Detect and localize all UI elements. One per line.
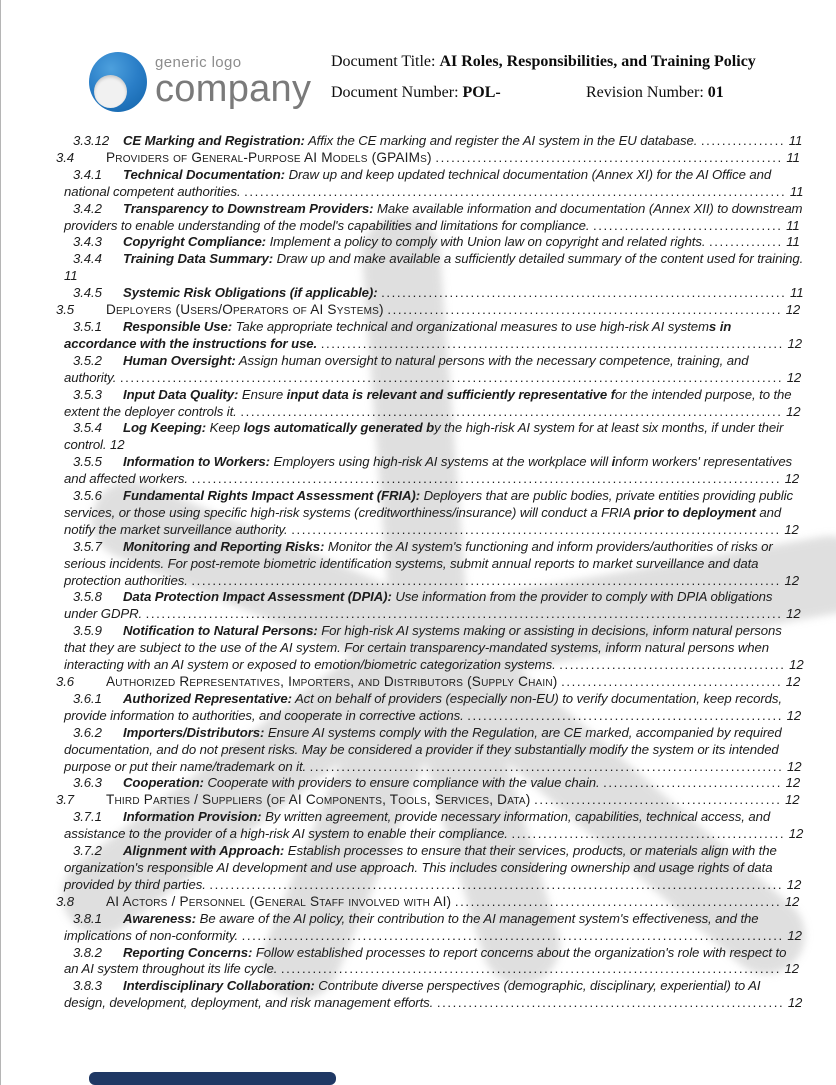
toc-entry-description: Act on behalf of providers (especially non-EU) to verify documentation, keep records, provide information to authorities, and cooperate in corrective actions. <box>64 690 782 723</box>
dot-leader: ............................................................................................................. <box>209 876 784 892</box>
toc-entry[interactable] <box>56 911 804 945</box>
revision-number-group <box>586 84 724 102</box>
document-title-row <box>331 53 821 71</box>
document-title-value: AI Roles, Responsibilities, and Training Policy <box>439 53 756 70</box>
revision-number-label: Revision Number: <box>586 84 708 101</box>
page-number: 12 <box>784 471 800 487</box>
page-number: 12 <box>784 961 800 977</box>
toc-entry-title: Systemic Risk Obligations (if applicable): <box>123 285 378 301</box>
toc-entry-title: Data Protection Impact Assessment (DPIA): <box>123 589 392 605</box>
dot-leader: .......................................................................................... <box>309 758 784 774</box>
toc-entry-number: 3.4.5 <box>73 285 102 301</box>
toc-entry-description: Follow established processes to report concerns about the organization's role with respect to an AI system throughout its life cycle. <box>64 944 787 977</box>
page-number: 11 <box>786 217 800 233</box>
dot-leader: .................................... <box>593 217 783 233</box>
toc-entry-title: Copyright Compliance: <box>123 234 266 250</box>
toc-entry-description: Cooperate with providers to ensure compliance with the value chain. <box>207 775 600 791</box>
dot-leader: ........................................................................... <box>387 302 783 318</box>
toc-entry-description: Use information from the provider to comply with DPIA obligations under GDPR. <box>64 589 773 622</box>
toc-entry-number: 3.6.3 <box>73 775 102 791</box>
toc-entry-description: Deployers that are public bodies, private entities providing public services, or those using specific high-risk systems (creditworthiness/insurance) will conduct a FRIA <box>64 488 793 520</box>
toc-entry-title: Importers/Distributors: <box>123 724 265 740</box>
toc-entry-title: Training Data Summary: <box>123 251 273 267</box>
toc-entry-number: 3.7 <box>56 792 75 808</box>
toc-entry-description: Assign human oversight to natural persons with the necessary competence, training, and authority. <box>64 352 749 385</box>
page-number: 11 <box>789 285 804 301</box>
toc-entry-number: 3.4.1 <box>73 166 102 182</box>
toc-entry-number: 3.5.3 <box>73 386 102 402</box>
page-number: 12 <box>786 606 801 622</box>
toc-section-title: Third Parties / Suppliers (of AI Components, Tools, Services, Data) <box>106 792 531 808</box>
dot-leader: ............................................................................................. <box>291 521 781 537</box>
toc-entry[interactable] <box>56 589 804 623</box>
toc-entry-description: Monitor the AI system's functioning and inform providers/authorities of risks or serious incidents. For post-remote biometric identification systems, submit annual reports to market surveillance and data protection authorities. <box>64 538 773 588</box>
toc-entry[interactable] <box>56 150 804 167</box>
toc-entry-title: CE Marking and Registration: <box>123 133 305 148</box>
dot-leader: ................ <box>700 133 786 148</box>
toc-entry-number: 3.5.1 <box>73 318 102 334</box>
logo-company-name: company <box>155 68 312 110</box>
dot-leader: ........................................... <box>559 657 786 673</box>
toc-entry[interactable] <box>56 302 804 319</box>
toc-entry[interactable] <box>56 775 804 792</box>
toc-entry-description: Contribute diverse perspectives (demographic, disciplinary, experiential) to AI design, development, deployment, and risk management efforts. <box>64 978 761 1011</box>
toc-entry-description: nform workers' representatives and affected workers. <box>64 454 793 487</box>
toc-entry[interactable] <box>56 945 804 979</box>
toc-section-title: Providers of General-Purpose AI Models (GPAIMs) <box>106 149 432 165</box>
toc-entry-number: 3.7.1 <box>73 809 102 825</box>
toc-entry-description: Employers using high-risk AI systems at the workplace will <box>273 454 612 470</box>
toc-entry-number: 3.5.5 <box>73 454 102 470</box>
dot-leader: .................................................................. <box>436 995 785 1011</box>
toc-entry[interactable] <box>56 539 804 590</box>
company-logo <box>89 50 329 114</box>
page-number: 12 <box>787 758 802 774</box>
page-number: 12 <box>787 995 803 1011</box>
toc-entry-description: Draw up and keep updated technical documentation (Annex XI) for the AI Office and national competent authorities. <box>64 166 772 199</box>
dot-leader: ....................................................................................................... <box>244 183 787 199</box>
table-of-contents <box>56 133 804 1012</box>
page-number: 11 <box>786 234 800 250</box>
toc-entry-number: 3.5.4 <box>73 420 102 436</box>
toc-entry[interactable] <box>56 319 804 353</box>
toc-entry[interactable] <box>56 454 804 488</box>
page-number: 12 <box>110 437 125 453</box>
toc-entry-title: Authorized Representative: <box>123 690 292 706</box>
company-logo-text <box>155 54 312 110</box>
document-number-value: POL- <box>462 84 501 101</box>
dot-leader: ......................................................................................................................... <box>145 606 783 622</box>
page-number: 12 <box>789 657 804 673</box>
toc-entry[interactable] <box>56 201 804 235</box>
company-logo-icon <box>89 52 147 112</box>
toc-entry-title: Notification to Natural Persons: <box>123 623 318 639</box>
toc-entry-number: 3.5.6 <box>73 488 102 504</box>
dot-leader: ............................................................................. <box>381 285 787 301</box>
toc-entry[interactable] <box>56 809 804 843</box>
dot-leader: .................................................................. <box>435 149 783 165</box>
toc-section-title: Deployers (Users/Operators of AI Systems) <box>106 302 384 318</box>
toc-entry-description: Take appropriate technical and organizational measures to use high-risk AI system <box>235 318 709 334</box>
toc-entry[interactable] <box>56 792 804 809</box>
page-number: 12 <box>784 572 799 588</box>
toc-entry[interactable] <box>56 133 804 150</box>
dot-leader: ........................................................................................ <box>320 335 784 351</box>
toc-entry-description: s in accordance with the instructions for use. <box>64 318 732 351</box>
toc-section-title: Authorized Representatives, Importers, and Distributors (Supply Chain) <box>106 674 558 689</box>
toc-entry-description: For high-risk AI systems making or assisting in decisions, inform natural persons that they are subject to the use of the AI system. For certain transparency-mandated systems, inform natural persons when interacting with an AI system or exposed to emotion/biometric categorization systems. <box>64 623 782 673</box>
toc-entry[interactable] <box>56 167 804 201</box>
page-number: 12 <box>784 893 800 909</box>
page-number: 11 <box>786 149 800 165</box>
page-number: 11 <box>64 268 78 284</box>
toc-entry[interactable] <box>56 285 804 302</box>
toc-entry[interactable] <box>56 623 804 674</box>
toc-entry-description: Draw up and make available a sufficiently detailed summary of the content used for training. <box>276 251 804 267</box>
toc-section-title: AI Actors / Personnel (General Staff involved with AI) <box>106 893 452 909</box>
toc-entry-description: By written agreement, provide necessary information, capabilities, technical access, and assistance to the provider of a high-risk AI system to enable their compliance. <box>64 809 771 842</box>
toc-entry-description: input data is relevant and sufficiently representative f <box>286 386 615 402</box>
toc-entry-title: Human Oversight: <box>123 352 236 368</box>
toc-entry-number: 3.4 <box>56 149 75 165</box>
toc-entry[interactable] <box>56 843 804 894</box>
toc-entry-number: 3.4.4 <box>73 251 102 267</box>
toc-entry[interactable] <box>56 978 804 1012</box>
toc-entry-description: and notify the market surveillance authority. <box>64 504 782 537</box>
toc-entry-title: Responsible Use: <box>123 318 233 334</box>
dot-leader: .............................................................. <box>454 893 782 909</box>
dot-leader: ............................................................................................... <box>280 961 781 977</box>
toc-entry-description: Affix the CE marking and register the AI system in the EU database. <box>307 133 698 148</box>
page-number: 12 <box>785 302 801 318</box>
toc-entry[interactable] <box>56 420 804 454</box>
toc-entry-number: 3.5.7 <box>73 538 102 554</box>
toc-entry-number: 3.7.2 <box>73 843 102 859</box>
toc-entry-number: 3.5.8 <box>73 589 102 605</box>
toc-entry-number: 3.8.2 <box>73 944 102 960</box>
document-number-row <box>331 84 821 102</box>
toc-entry-number: 3.6.2 <box>73 724 102 740</box>
page-number: 12 <box>786 369 802 385</box>
page-number: 12 <box>786 403 801 419</box>
toc-entry-description: Implement a policy to comply with Union law on copyright and related rights. <box>269 234 706 250</box>
toc-entry-number: 3.6 <box>56 674 75 689</box>
toc-entry-number: 3.4.2 <box>73 200 102 216</box>
dot-leader: .............. <box>709 234 783 250</box>
toc-entry-title: Monitoring and Reporting Risks: <box>123 538 325 554</box>
revision-number-value: 01 <box>707 84 724 101</box>
document-meta <box>331 53 821 102</box>
logo-tagline: generic logo <box>155 54 242 71</box>
toc-entry-description: Ensure <box>241 386 287 402</box>
toc-entry-title: Transparency to Downstream Providers: <box>123 200 374 216</box>
toc-entry[interactable] <box>56 691 804 725</box>
page-number: 12 <box>786 707 802 723</box>
page-number: 12 <box>786 876 802 892</box>
toc-entry-title: Cooperation: <box>123 775 204 791</box>
letterhead <box>1 0 836 125</box>
dot-leader: ................................................................................................................ <box>191 471 782 487</box>
toc-entry[interactable] <box>56 894 804 911</box>
page-number: 12 <box>788 826 804 842</box>
page-number: 12 <box>787 335 802 351</box>
toc-entry-title: Information to Workers: <box>123 454 270 470</box>
dot-leader: ............................................................ <box>467 707 784 723</box>
toc-entry-number: 3.8.1 <box>73 910 102 926</box>
document-title-label: Document Title: <box>331 53 440 70</box>
page-number: 12 <box>785 674 801 689</box>
toc-entry[interactable] <box>56 387 804 421</box>
toc-entry-number: 3.6.1 <box>73 690 102 706</box>
toc-entry-number: 3.4.3 <box>73 234 102 250</box>
page-number: 11 <box>788 133 803 148</box>
toc-entry-description: Ensure AI systems comply with the Regulation, are CE marked, accompanied by required documentation, and do not present risks. May be considered a provider if they substantially modify the system or its intended purpose or put their name/trademark on it. <box>64 724 782 774</box>
toc-entry[interactable] <box>56 488 804 539</box>
toc-entry-title: Log Keeping: <box>123 420 207 436</box>
toc-entry-description: Establish processes to ensure that their services, products, or materials align with the organization's responsible AI development and use approach. This includes considering ownership and usage rights of data provided by third parties. <box>64 843 777 892</box>
toc-entry[interactable] <box>56 725 804 776</box>
toc-entry-number: 3.5.9 <box>73 623 102 639</box>
page-number: 11 <box>789 183 804 199</box>
dot-leader: ................................................................................................................ <box>191 572 781 588</box>
toc-entry-title: Reporting Concerns: <box>123 944 253 960</box>
toc-entry-title: Technical Documentation: <box>123 166 285 182</box>
dot-leader: ....................................................................................................... <box>240 403 783 419</box>
page-number: 12 <box>785 775 801 791</box>
page-number: 12 <box>787 927 802 943</box>
toc-entry[interactable] <box>56 674 804 691</box>
toc-entry-number: 3.5 <box>56 302 75 318</box>
toc-entry-number: 3.3.12 <box>73 133 110 148</box>
page-number: 12 <box>785 792 800 808</box>
dot-leader: .................................................... <box>511 826 786 842</box>
toc-entry-title: Input Data Quality: <box>123 386 239 402</box>
toc-entry[interactable] <box>56 234 804 251</box>
dot-leader: .......................................... <box>561 674 783 689</box>
toc-entry[interactable] <box>56 251 804 285</box>
toc-entry-description: Make available information and documentation (Annex XII) to downstream providers to enable understanding of the model's capabilities and limitations for compliance. <box>64 200 803 233</box>
toc-entry-number: 3.8.3 <box>73 978 102 994</box>
dot-leader: .............................................................................................................................. <box>119 369 784 385</box>
dot-leader: ............................................... <box>534 792 782 808</box>
page-number: 12 <box>784 521 799 537</box>
toc-entry[interactable] <box>56 353 804 387</box>
dot-leader: ....................................................................................................... <box>241 927 784 943</box>
toc-entry-description: logs automatically generated b <box>243 420 435 436</box>
toc-entry-description: or the intended purpose, to the extent the deployer controls it. <box>64 386 792 419</box>
toc-entry-title: Alignment with Approach: <box>123 843 285 859</box>
toc-entry-description: i <box>611 454 616 470</box>
toc-entry-number: 3.8 <box>56 893 75 909</box>
toc-entry-title: Interdisciplinary Collaboration: <box>123 978 315 994</box>
toc-entry-description: prior to deployment <box>633 504 756 520</box>
toc-entry-title: Information Provision: <box>123 809 262 825</box>
footer-accent-bar <box>89 1072 336 1085</box>
document-number-label: Document Number: <box>331 84 463 101</box>
toc-entry-title: Fundamental Rights Impact Assessment (FRIA): <box>123 488 420 504</box>
toc-entry-description: Be aware of the AI policy, their contribution to the AI management system's effectiveness, and the implications of non-conformity. <box>64 910 759 943</box>
dot-leader: .................................. <box>603 775 783 791</box>
toc-entry-description: y the high-risk AI system for at least six months, if under their control. <box>64 420 784 453</box>
toc-entry-title: Awareness: <box>123 910 197 926</box>
toc-entry-description: Keep <box>209 420 244 436</box>
toc-entry-number: 3.5.2 <box>73 352 102 368</box>
